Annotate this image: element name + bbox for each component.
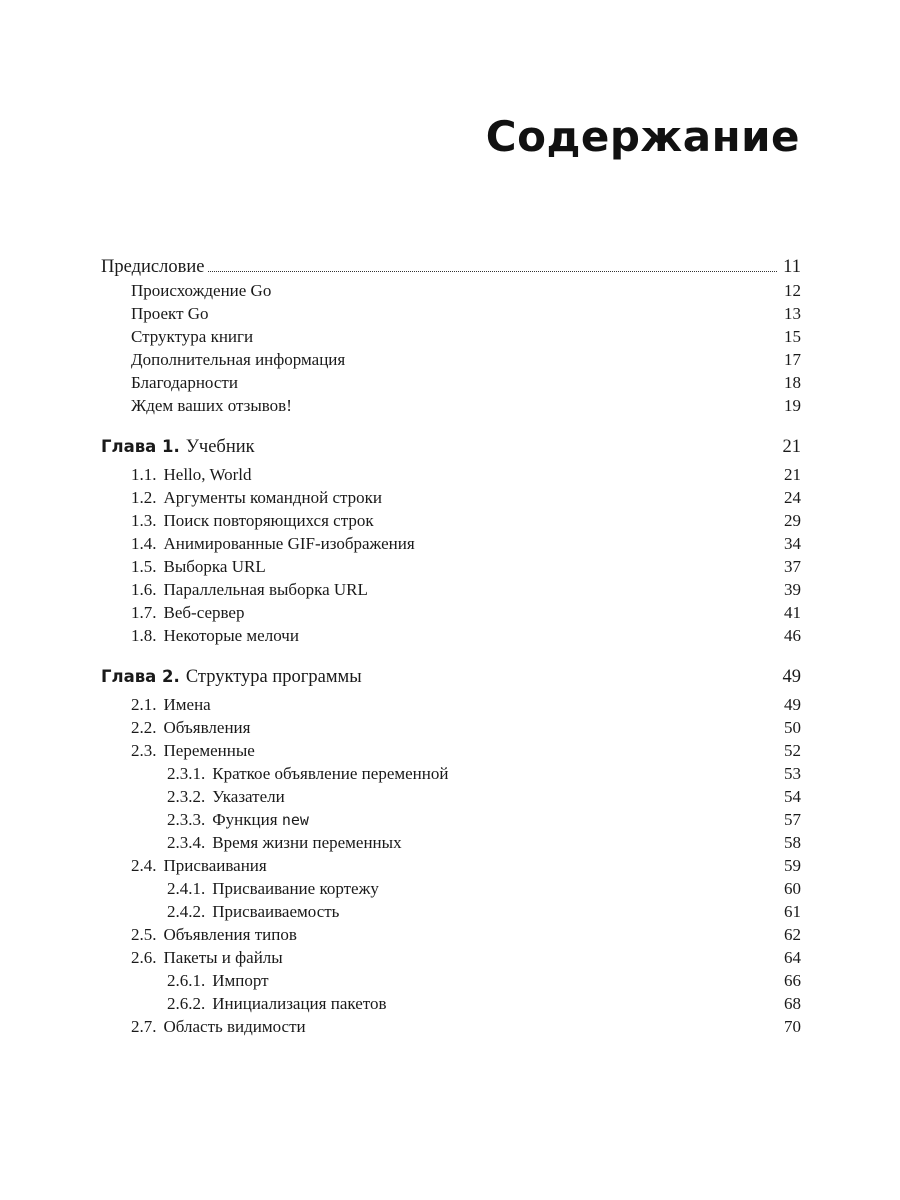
toc-page-number: 66 [784,971,801,990]
toc-entry-label: Инициализация пакетов [212,994,387,1013]
toc-entry-label: Проект Go [131,304,209,323]
table-of-contents [101,256,801,1038]
toc-entry-label: Присваивания [163,856,267,875]
toc-entry[interactable] [101,578,801,601]
toc-page-number: 13 [784,304,801,323]
toc-entry-preface[interactable] [101,256,801,279]
chapter-prefix: Глава 1. [101,437,180,456]
toc-page-number: 18 [784,373,801,392]
toc-page-number: 15 [784,327,801,346]
toc-entry-label: Указатели [212,787,285,806]
chapter-prefix: Глава 2. [101,667,180,686]
section-number: 1.1. [131,465,157,484]
toc-entry-label: Выборка URL [163,557,266,576]
toc-page-number: 21 [784,465,801,484]
toc-page-number: 62 [784,925,801,944]
toc-entry[interactable] [101,302,801,325]
section-number: 2.3.1. [167,764,206,783]
toc-page-number: 46 [784,626,801,645]
toc-page-number: 39 [784,580,801,599]
toc-entry[interactable] [101,624,801,647]
toc-chapter-2[interactable] [101,665,801,688]
toc-page-number: 29 [784,511,801,530]
toc-entry[interactable] [101,762,801,785]
toc-entry-label: Анимированные GIF-изображения [163,534,415,553]
toc-entry-label: Дополнительная информация [131,350,346,369]
toc-entry-label: Предисловие [101,257,205,277]
section-number: 2.6. [131,948,157,967]
toc-page-number: 11 [783,257,801,277]
toc-page-number: 49 [782,667,801,687]
page-title: Содержание [485,112,800,161]
section-number: 2.5. [131,925,157,944]
toc-page-number: 68 [784,994,801,1013]
toc-page-number: 61 [784,902,801,921]
toc-page-number: 41 [784,603,801,622]
toc-entry[interactable] [101,946,801,969]
section-number: 1.3. [131,511,157,530]
section-number: 1.7. [131,603,157,622]
toc-entry[interactable] [101,371,801,394]
toc-entry-label: Время жизни переменных [212,833,402,852]
toc-page-number: 34 [784,534,801,553]
toc-entry[interactable] [101,509,801,532]
toc-entry-label: Веб-сервер [163,603,245,622]
toc-entry-label: Происхождение Go [131,281,272,300]
toc-entry[interactable] [101,808,801,831]
section-number: 1.8. [131,626,157,645]
toc-entry-label: Поиск повторяющихся строк [163,511,374,530]
toc-page-number: 53 [784,764,801,783]
toc-entry-label: Объявления типов [163,925,297,944]
toc-page-number: 17 [784,350,801,369]
toc-entry-label: Импорт [212,971,269,990]
toc-entry-label: Объявления [163,718,251,737]
toc-page-number: 64 [784,948,801,967]
toc-entry[interactable] [101,486,801,509]
section-number: 2.3.2. [167,787,206,806]
toc-page-number: 50 [784,718,801,737]
toc-entry[interactable] [101,1015,801,1038]
toc-entry-label: Благодарности [131,373,238,392]
section-number: 2.6.2. [167,994,206,1013]
toc-page-number: 24 [784,488,801,507]
toc-entry-label: Переменные [163,741,255,760]
toc-entry[interactable] [101,325,801,348]
section-number: 1.4. [131,534,157,553]
toc-page-number: 54 [784,787,801,806]
toc-entry[interactable] [101,739,801,762]
toc-entry-label: Область видимости [163,1017,306,1036]
toc-entry[interactable] [101,394,801,417]
toc-entry-label: Аргументы командной строки [163,488,383,507]
toc-entry[interactable] [101,992,801,1015]
section-number: 2.4. [131,856,157,875]
section-number: 1.5. [131,557,157,576]
toc-entry[interactable] [101,831,801,854]
toc-entry-label: Структура книги [131,327,254,346]
toc-chapter-1[interactable] [101,435,801,458]
toc-entry[interactable] [101,601,801,624]
chapter-title: Учебник [185,437,255,457]
section-number: 2.3. [131,741,157,760]
toc-page-number: 12 [784,281,801,300]
toc-page-number: 37 [784,557,801,576]
code-keyword: new [281,811,309,829]
section-number: 2.4.2. [167,902,206,921]
toc-entry[interactable] [101,532,801,555]
toc-entry-label: Присваиваемость [212,902,340,921]
toc-entry[interactable] [101,923,801,946]
toc-entry[interactable] [101,900,801,923]
section-number: 2.3.4. [167,833,206,852]
toc-page-number: 19 [784,396,801,415]
toc-entry-label: Краткое объявление переменной [212,764,449,783]
toc-entry[interactable] [101,969,801,992]
toc-entry[interactable] [101,348,801,371]
section-number: 2.4.1. [167,879,206,898]
toc-page-number: 59 [784,856,801,875]
section-number: 2.3.3. [167,810,206,829]
toc-entry-label: Присваивание кортежу [212,879,379,898]
toc-entry[interactable] [101,854,801,877]
toc-entry-label: Пакеты и файлы [163,948,283,967]
toc-entry-label: Некоторые мелочи [163,626,299,645]
section-number: 2.2. [131,718,157,737]
toc-page-number: 49 [784,695,801,714]
toc-entry-label: Имена [163,695,211,714]
toc-entry-label: Параллельная выборка URL [163,580,368,599]
dot-leader [208,271,777,272]
toc-entry[interactable] [101,463,801,486]
toc-page-number: 52 [784,741,801,760]
section-number: 2.1. [131,695,157,714]
toc-page-number: 70 [784,1017,801,1036]
toc-page-number: 58 [784,833,801,852]
toc-entry[interactable] [101,716,801,739]
toc-entry[interactable] [101,555,801,578]
section-number: 1.2. [131,488,157,507]
toc-entry-label: Ждем ваших отзывов! [131,396,292,415]
toc-entry[interactable] [101,693,801,716]
toc-entry-label: Hello, World [163,465,252,484]
toc-page-number: 21 [782,437,801,457]
toc-entry[interactable] [101,877,801,900]
chapter-title: Структура программы [185,667,362,687]
section-number: 2.6.1. [167,971,206,990]
toc-entry-label: Функция [212,810,278,829]
toc-entry[interactable] [101,279,801,302]
toc-page-number: 60 [784,879,801,898]
section-number: 1.6. [131,580,157,599]
toc-entry[interactable] [101,785,801,808]
section-number: 2.7. [131,1017,157,1036]
toc-page-number: 57 [784,810,801,829]
